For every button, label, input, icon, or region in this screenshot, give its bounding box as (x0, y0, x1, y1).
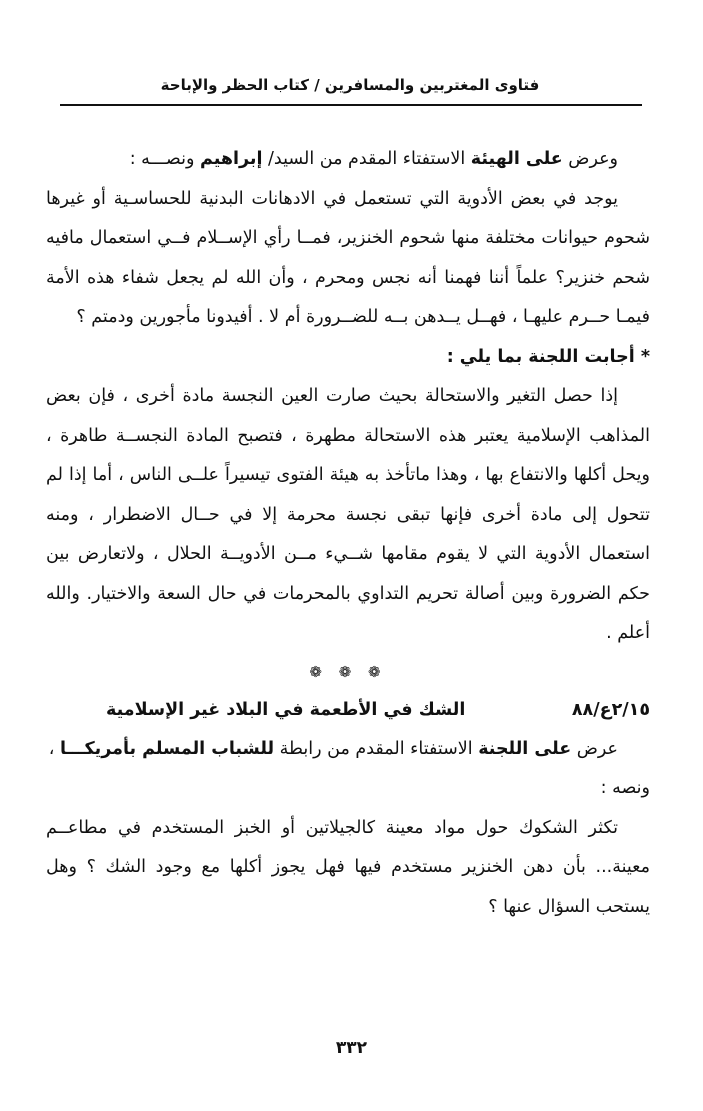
question1-intro-lead: وعرض (562, 149, 618, 169)
question1-sender: إبراهيم (199, 149, 263, 169)
question1-addressee: على الهيئة (470, 149, 563, 169)
answer1-text: إذا حصل التغير والاستحالة بحيث صارت العين النجسة مادة أخرى ، فإن بعض المذاهب الإسلامية يعتبر هذه الاستحالة مطهرة ، فتصبح المادة النجســة طاهرة ، ويحل أكلها والانتفاع بها ، وهذا ماتأخذ به هيئة الفتوى تيسيراً علــى الناس ، أما إذا لم تتحول إلى مادة أخرى فإنها تبقى نجسة محرمة إلا في حــال الاضطرار ، ومنه استعمال الأدوية التي لا يقوم مقامها شــيء مــن الأدويــة الحلال ، ولاتعارض بين حكم الضرورة وبين أصالة تحريم التداوي بالمحرمات في حال السعة والاختيار. والله أعلم . (46, 386, 650, 643)
question2-sender: للشباب المسلم بأمريكـــا (59, 738, 275, 759)
section2-title: الشك في الأطعمة في البلاد غير الإسلامية (106, 699, 466, 720)
question2-intro (46, 730, 650, 770)
running-header: فتاوى المغتربين والمسافرين / كتاب الحظر والإباحة (160, 76, 540, 94)
answer1-heading: * أجابت اللجنة بما يلي : (446, 346, 650, 367)
question2-intro-lead: عرض (571, 738, 618, 759)
document-body (46, 140, 650, 927)
question1-intro-mid: الاستفتاء المقدم من السيد/ (262, 149, 471, 169)
header-rule (60, 104, 642, 106)
page-number: ٣٣٢ (335, 1038, 368, 1058)
question2-intro-line2: ونصه : (600, 778, 650, 798)
question2-text: تكثر الشكوك حول مواد معينة كالجيلاتين أو الخبز المستخدم في مطاعــم معينة... بأن دهن الخنزير مستخدم فيها فهل يجوز أكلها مع وجود الشك ؟ وهل يستحب السؤال عنها ؟ (46, 817, 650, 917)
section2-heading (46, 690, 650, 730)
section2-number: ٢/١٥ع/٨٨ (571, 699, 650, 720)
question1-text: يوجد في بعض الأدوية التي تستعمل في الادهانات البدنية للحساسـية أو غيرها شحوم حيوانات مختلفة منها شحوم الخنزير، فمــا رأي الإســلام فــي استعمال مافيه شحم خنزير؟ علماً أننا فهمنا أنه نجس ومحرم ، وأن الله لم يجعل شفاء هذه الأمة فيمـا حــرم عليهـا ، فهــل يــدهن بــه للضــرورة أم لا . أفيدونا مأجورين ودمتم ؟ (46, 188, 650, 327)
question2-intro-mid: الاستفتاء المقدم من رابطة (274, 738, 479, 759)
question2-addressee: على اللجنة (478, 738, 572, 759)
question1-intro-tail: ونصـــه : (129, 149, 200, 169)
section-divider-ornament: ❁ ❁ ❁ (309, 662, 387, 681)
question1-intro (46, 140, 650, 180)
question2-intro-tail: ، (48, 738, 60, 759)
